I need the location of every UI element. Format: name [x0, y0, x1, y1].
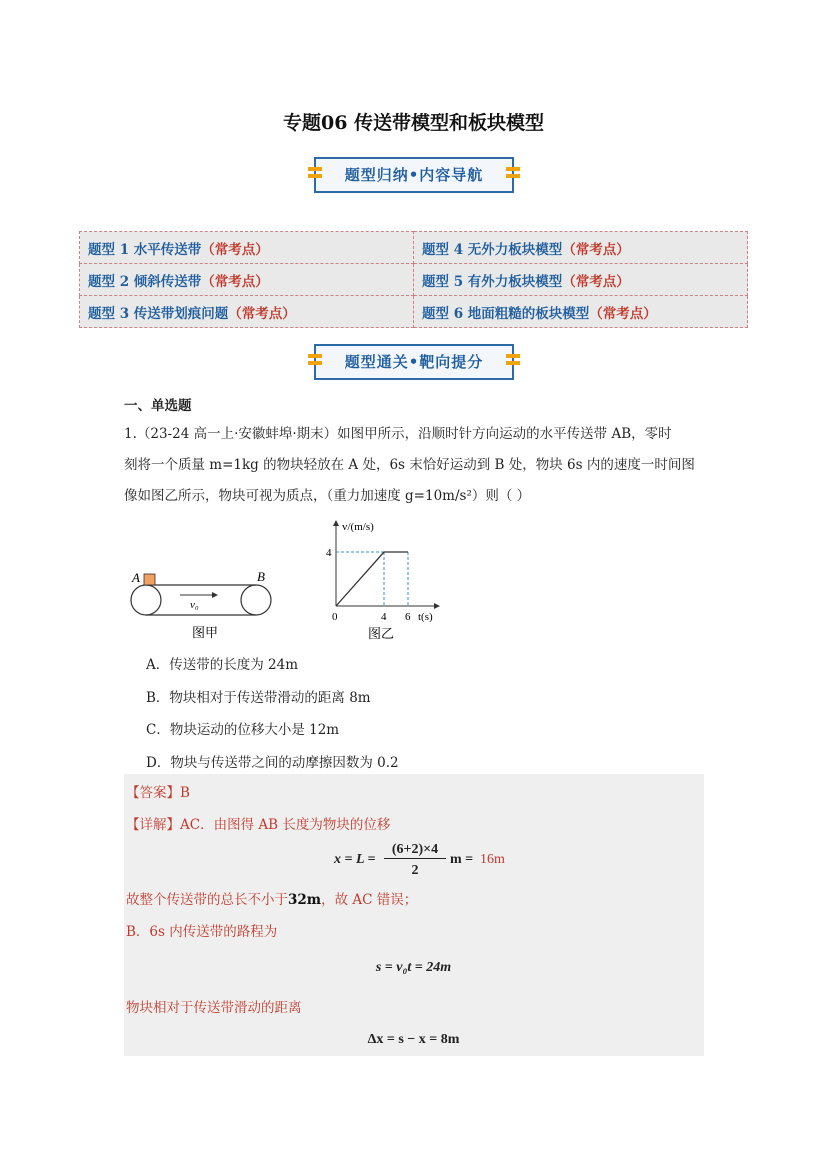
- caption-figure-b: 图乙: [368, 627, 395, 642]
- figure-belt: [124, 562, 284, 644]
- page-title: 专题06 传送带模型和板块模型: [282, 112, 545, 134]
- option-d[interactable]: D．物块与传送带之间的动摩擦因数为 0.2: [146, 755, 399, 771]
- x-tick: 0: [332, 611, 338, 623]
- formula-1: x = L = (6+2)×4 2 m = 16m: [334, 842, 505, 878]
- topic-navigation: [79, 231, 748, 328]
- detail-line: 物块相对于传送带滑动的距离: [126, 1000, 302, 1016]
- nav-item[interactable]: 题型 5 有外力板块模型（常考点）: [414, 264, 748, 296]
- formula-2: s = v₀t = 24m: [375, 960, 452, 975]
- left-roller: [131, 585, 161, 615]
- banner-left-decoration: [308, 167, 322, 183]
- detail-line: B．6s 内传送带的路程为: [126, 924, 278, 940]
- label-b: B: [257, 569, 265, 584]
- label-a: A: [132, 570, 140, 585]
- detail-label: 【详解】: [126, 817, 180, 833]
- y-axis-label: v/(m/s): [342, 521, 374, 533]
- question-line: 像如图乙所示，物块可视为质点，（重力加速度 g=10m/s²）则（ ）: [124, 488, 531, 504]
- nav-item[interactable]: 题型 2 倾斜传送带（常考点）: [80, 264, 414, 296]
- section-heading: 一、单选题: [124, 398, 192, 414]
- question-line: 刻将一个质量 m=1kg 的物块轻放在 A 处，6s 末恰好运动到 B 处，物块 6s 内的速度一时间图: [124, 457, 695, 473]
- answer-line: [126, 783, 190, 803]
- detail-text: AC．由图得 AB 长度为物块的位移: [180, 817, 391, 833]
- nav-banner: [314, 157, 514, 193]
- nav-item[interactable]: 题型 1 水平传送带（常考点）: [80, 232, 414, 264]
- answer-value: B: [180, 785, 190, 801]
- banner-label: 题型通关•靶向提分: [344, 353, 484, 371]
- banner-right-decoration: [506, 167, 520, 183]
- nav-item[interactable]: 题型 3 传送带划痕问题（常考点）: [80, 296, 414, 328]
- nav-item[interactable]: 题型 4 无外力板块模型（常考点）: [414, 232, 748, 264]
- answer-label: 【答案】: [126, 785, 180, 801]
- velocity-line: [336, 552, 408, 606]
- option-a[interactable]: A．传送带的长度为 24m: [146, 657, 299, 673]
- x-tick: 4: [381, 611, 387, 623]
- right-roller: [241, 585, 271, 615]
- x-axis-label: t(s): [418, 611, 433, 623]
- practice-banner: [314, 344, 514, 380]
- detail-line: [126, 815, 390, 835]
- option-c[interactable]: C．物块运动的位移大小是 12m: [146, 722, 340, 738]
- detail-line: 故整个传送带的总长不小于32m，故 AC 错误；: [126, 892, 418, 908]
- nav-item[interactable]: 题型 6 地面粗糙的板块模型（常考点）: [414, 296, 748, 328]
- figure-vt-graph: [326, 516, 446, 644]
- label-v0: v₀: [190, 599, 199, 611]
- option-b[interactable]: B．物块相对于传送带滑动的距离 8m: [146, 690, 371, 706]
- x-tick: 6: [405, 611, 411, 623]
- block: [144, 574, 155, 585]
- banner-label: 题型归纳•内容导航: [344, 166, 484, 184]
- banner-left-decoration: [308, 354, 322, 370]
- formula-3: Δx = s − x = 8m: [367, 1032, 460, 1047]
- question-line: 1.（23-24 高一上·安徽蚌埠·期末）如图甲所示，沿顺时针方向运动的水平传送带 AB，零时: [124, 426, 672, 442]
- y-tick: 4: [326, 547, 332, 559]
- banner-right-decoration: [506, 354, 520, 370]
- caption-figure-a: 图甲: [192, 626, 219, 641]
